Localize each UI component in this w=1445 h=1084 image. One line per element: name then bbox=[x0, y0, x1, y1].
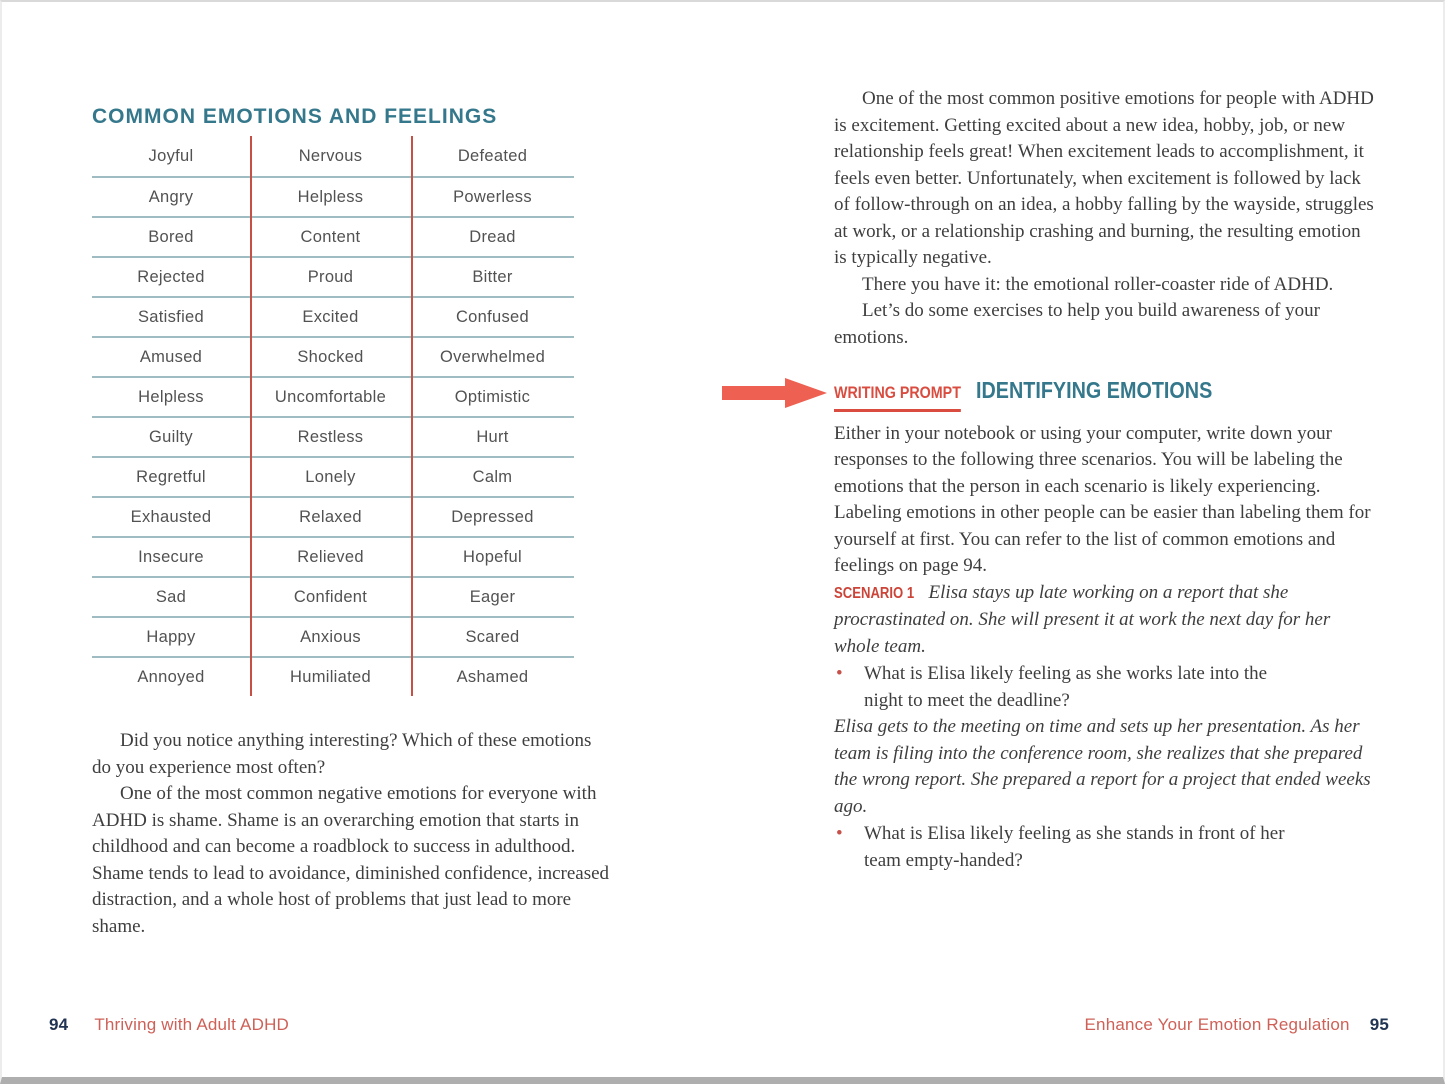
emotion-cell: Defeated bbox=[457, 146, 528, 165]
paragraph: Did you notice anything interesting? Which of these emotions do you experience most often? bbox=[92, 730, 592, 778]
table-row bbox=[92, 656, 574, 696]
table-row bbox=[92, 616, 574, 656]
table-row bbox=[92, 376, 574, 416]
table-row bbox=[92, 456, 574, 496]
right-page-body bbox=[834, 86, 1374, 874]
question-text: What is Elisa likely feeling as she works late into the night to meet the deadline? bbox=[864, 663, 1268, 711]
left-page-footer bbox=[49, 1015, 289, 1035]
table-row bbox=[92, 496, 574, 536]
table-row bbox=[92, 296, 574, 336]
paragraph: One of the most common negative emotions for everyone with ADHD is shame. Shame is an overarching emotion that starts in childhood and can become a roadblock to success in adulthood. Shame tends to lead to avoidance, diminished confidence, increased distraction, and a whole host of problems that just lead to more shame. bbox=[92, 783, 610, 937]
emotion-cell: Uncomfortable bbox=[274, 387, 387, 406]
writing-prompt-title: IDENTIFYING EMOTIONS bbox=[976, 377, 1213, 403]
emotion-cell: Joyful bbox=[148, 146, 194, 165]
chapter-title: Enhance Your Emotion Regulation bbox=[1084, 1015, 1350, 1034]
emotion-cell: Insecure bbox=[138, 547, 204, 566]
emotion-cell: Scared bbox=[465, 627, 520, 646]
table-row bbox=[92, 136, 574, 176]
bullet-icon: • bbox=[836, 823, 843, 844]
emotion-cell: Powerless bbox=[453, 187, 532, 206]
bullet-icon: • bbox=[836, 663, 843, 684]
scenario-1-text: Elisa stays up late working on a report that she procrastinated on. She will present it at work the next day for her whole team. bbox=[834, 581, 1331, 657]
emotion-cell: Angry bbox=[148, 187, 194, 206]
emotion-cell: Ashamed bbox=[456, 667, 529, 686]
writing-prompt-label: WRITING PROMPT bbox=[834, 380, 961, 412]
emotions-table bbox=[92, 136, 574, 696]
page-number: 94 bbox=[49, 1015, 69, 1034]
table-row bbox=[92, 176, 574, 216]
list-item bbox=[834, 661, 1374, 714]
emotion-cell: Proud bbox=[307, 267, 354, 286]
emotion-cell: Confident bbox=[293, 587, 368, 606]
page-number: 95 bbox=[1369, 1015, 1389, 1034]
emotion-cell: Calm bbox=[472, 467, 513, 486]
emotion-cell: Dread bbox=[469, 227, 516, 246]
table-divider-line bbox=[411, 136, 413, 696]
scenario-1-continuation: Elisa gets to the meeting on time and sets up her presentation. As her team is filing into the conference room, she realizes that she prepared the wrong report. She prepared a report for a project that ended weeks ago. bbox=[834, 716, 1371, 817]
paragraph: There you have it: the emotional roller-coaster ride of ADHD. bbox=[862, 273, 1334, 295]
emotion-cell: Regretful bbox=[136, 467, 206, 486]
list-item bbox=[834, 821, 1374, 874]
emotion-cell: Content bbox=[300, 227, 361, 246]
scenario-1-questions bbox=[834, 821, 1374, 874]
emotion-cell: Eager bbox=[469, 587, 516, 606]
scenario-1-questions bbox=[834, 661, 1374, 714]
paragraph: Let’s do some exercises to help you build awareness of your emotions. bbox=[834, 300, 1320, 348]
emotion-cell: Hurt bbox=[476, 427, 509, 446]
emotion-cell: Nervous bbox=[298, 146, 363, 165]
emotion-cell: Sad bbox=[155, 587, 187, 606]
emotion-cell: Amused bbox=[139, 347, 203, 366]
writing-prompt-intro: Either in your notebook or using your computer, write down your responses to the following three scenarios. You will be labeling the emotions that the person in each scenario is likely experiencing. Labeling emotions in other people can be easier than labeling them for yourself at first. You can refer to the list of common emotions and feelings on page 94. bbox=[834, 422, 1371, 576]
right-page-footer bbox=[1085, 1015, 1389, 1035]
emotion-cell: Hopeful bbox=[463, 547, 522, 566]
emotion-cell: Anxious bbox=[300, 627, 361, 646]
emotion-cell: Satisfied bbox=[138, 307, 204, 326]
book-title: Thriving with Adult ADHD bbox=[94, 1015, 290, 1034]
emotion-cell: Bitter bbox=[472, 267, 513, 286]
emotion-cell: Helpless bbox=[297, 187, 364, 206]
writing-prompt-heading bbox=[834, 377, 1374, 412]
emotion-cell: Lonely bbox=[305, 467, 356, 486]
emotion-cell: Restless bbox=[297, 427, 364, 446]
table-row bbox=[92, 336, 574, 376]
emotion-cell: Exhausted bbox=[130, 507, 212, 526]
emotion-cell: Rejected bbox=[137, 267, 205, 286]
emotion-cell: Bored bbox=[148, 227, 194, 246]
emotion-cell: Optimistic bbox=[454, 387, 531, 406]
table-row bbox=[92, 536, 574, 576]
table-row bbox=[92, 256, 574, 296]
table-row bbox=[92, 416, 574, 456]
scenario-1-label: SCENARIO 1 bbox=[834, 584, 915, 602]
emotion-cell: Depressed bbox=[451, 507, 534, 526]
left-page-body bbox=[92, 728, 612, 940]
emotion-cell: Helpless bbox=[138, 387, 204, 406]
emotion-cell: Relaxed bbox=[299, 507, 362, 526]
emotion-cell: Excited bbox=[302, 307, 359, 326]
emotion-cell: Overwhelmed bbox=[439, 347, 546, 366]
paragraph: One of the most common positive emotions for people with ADHD is excitement. Getting excited about a new idea, hobby, job, or new relationship feels great! When excitement leads to accomplishment, it feels even better. Unfortunately, when excitement is followed by lack of follow-through on an idea, a hobby falling by the wayside, struggles at work, or a relationship crashing and burning, the resulting emotion is typically negative. bbox=[834, 88, 1374, 268]
emotion-cell: Confused bbox=[455, 307, 530, 326]
emotions-table-title: COMMON EMOTIONS AND FEELINGS bbox=[92, 105, 498, 129]
emotion-cell: Relieved bbox=[297, 547, 364, 566]
emotion-cell: Happy bbox=[146, 627, 196, 646]
emotion-cell: Guilty bbox=[149, 427, 193, 446]
table-row bbox=[92, 576, 574, 616]
table-row bbox=[92, 216, 574, 256]
question-text: What is Elisa likely feeling as she stands in front of her team empty-handed? bbox=[864, 823, 1285, 871]
table-divider-line bbox=[250, 136, 252, 696]
emotion-cell: Shocked bbox=[297, 347, 364, 366]
emotion-cell: Annoyed bbox=[137, 667, 205, 686]
scenario-1 bbox=[834, 580, 1374, 661]
arrow-right-icon bbox=[722, 377, 828, 409]
emotion-cell: Humiliated bbox=[290, 667, 371, 686]
